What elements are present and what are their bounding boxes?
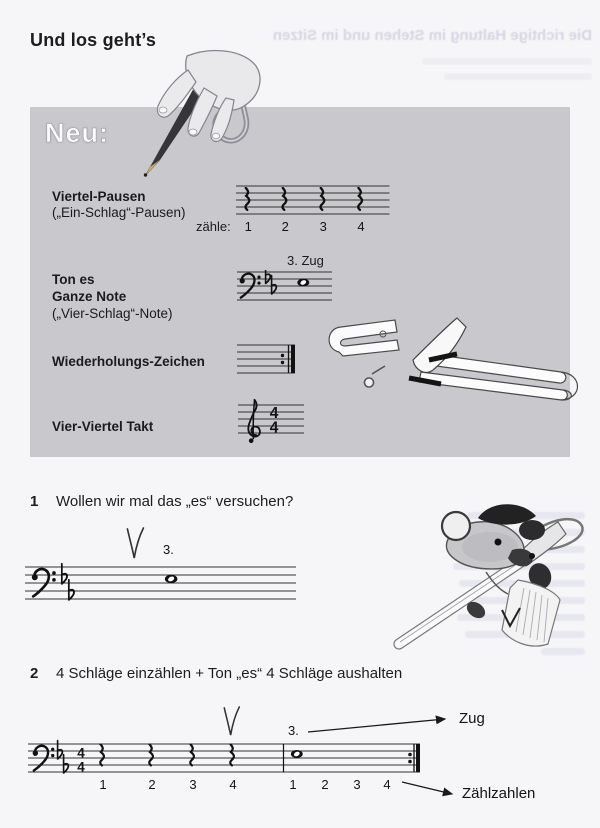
time-sig-top: 4 — [269, 405, 279, 422]
quarter-rest — [149, 744, 153, 765]
row2-title: Ton es — [52, 272, 95, 287]
m1-count-2: 2 — [148, 777, 156, 792]
time-sig-top: 4 — [77, 745, 85, 761]
zaehlzahlen-arrow — [402, 782, 452, 794]
m2-count-3: 3 — [353, 777, 361, 792]
whole-note — [297, 279, 309, 287]
m2-count-4: 4 — [383, 777, 391, 792]
m2-count-2: 2 — [321, 777, 329, 792]
bleed-through-header: Die richtige Haltung im Stehen und im Sitzen — [272, 27, 592, 44]
row1-title: Viertel-Pausen — [52, 189, 146, 204]
flat-sign — [64, 755, 69, 774]
row1-count-label: zähle: — [196, 219, 231, 234]
zug-label: Zug — [459, 710, 485, 727]
count-1: 1 — [244, 219, 252, 234]
quarter-rest — [100, 744, 104, 765]
breath-mark — [224, 707, 239, 735]
time-sig-bottom: 4 — [269, 419, 279, 437]
staff-time-signature — [236, 395, 306, 451]
quarter-rest — [230, 744, 234, 765]
mouse-trombonist-illustration — [390, 492, 590, 657]
hand-with-pencil-illustration — [92, 48, 270, 186]
exercise2-slide-label: 3. — [288, 723, 299, 738]
count-2: 2 — [281, 219, 289, 234]
exercise1-number: 1 — [30, 493, 39, 510]
row2-subtitle: („Vier-Schlag“-Note) — [52, 306, 173, 321]
exercise2-text: 4 Schläge einzählen + Ton „es“ 4 Schläge aushalten — [56, 665, 403, 682]
trombone-illustration — [325, 316, 589, 406]
exercise1-slide-label: 3. — [163, 542, 174, 557]
m1-count-3: 3 — [189, 777, 197, 792]
flat-sign — [272, 276, 277, 295]
count-4: 4 — [357, 219, 365, 234]
zaehlzahlen-label: Zählzahlen — [462, 785, 536, 802]
staff-quarter-rests — [236, 183, 390, 237]
neu-label: Neu: — [45, 118, 109, 148]
page-title: Und los geht’s — [30, 30, 157, 50]
exercise1-text: Wollen wir mal das „es“ versuchen? — [56, 493, 294, 510]
row1-subtitle: („Ein-Schlag“-Pausen) — [52, 205, 186, 220]
quarter-rest — [190, 744, 194, 765]
staff-repeat-sign — [237, 343, 297, 377]
row4-title: Vier-Viertel Takt — [52, 419, 154, 434]
row2-slide-label: 3. Zug — [287, 253, 324, 268]
bleed-through-lines-top — [420, 58, 592, 80]
breath-mark — [127, 528, 143, 558]
time-sig-bottom: 4 — [77, 759, 85, 775]
m2-count-1: 1 — [289, 777, 297, 792]
row3-title: Wiederholungs-Zeichen — [52, 354, 205, 369]
staff-whole-note-es — [237, 270, 332, 308]
count-3: 3 — [319, 219, 327, 234]
annotation-arrows — [300, 702, 600, 808]
exercise1-staff — [25, 524, 300, 608]
zug-arrow — [308, 719, 445, 732]
exercise2-number: 2 — [30, 665, 39, 682]
whole-note — [165, 575, 178, 583]
m1-count-4: 4 — [229, 777, 237, 792]
m1-count-1: 1 — [99, 777, 107, 792]
row2-title2: Ganze Note — [52, 289, 127, 304]
flat-sign — [58, 741, 63, 760]
treble-clef — [248, 400, 260, 443]
